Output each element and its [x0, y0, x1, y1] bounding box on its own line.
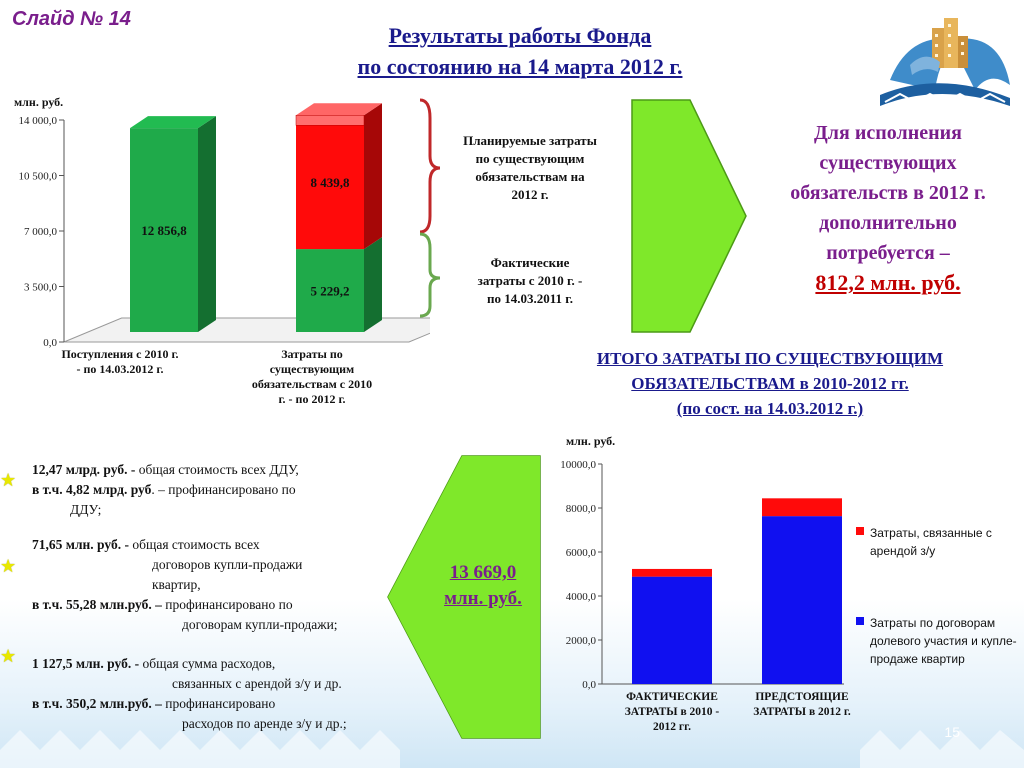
chart1-category-label: г. - по 2012 г. [278, 392, 346, 406]
star-icon: ★ [0, 646, 17, 666]
chart1-category-label: существующим [269, 362, 355, 376]
chart1-tick-label: 10 500,0 [18, 170, 57, 183]
chart2-category-label: ФАКТИЧЕСКИЕ [626, 691, 718, 703]
info-item-1 [32, 460, 392, 520]
title-line-1: Результаты работы Фонда [388, 23, 652, 48]
chart1-tick-label: 7 000,0 [24, 226, 57, 238]
right-line-1: Для исполнения [814, 122, 962, 144]
actual-line-3: по 14.03.2011 г. [487, 291, 573, 306]
itogo-line-1: ИТОГО ЗАТРАТЫ ПО СУЩЕСТВУЮЩИМ [596, 349, 944, 368]
chart2-category-label: ЗАТРАТЫ в 2010 - [624, 706, 720, 718]
chart2-bar [632, 577, 712, 684]
chart2-tick-label: 8000,0 [565, 503, 596, 515]
info3-text-1b: связанных с арендой з/у и др. [172, 676, 342, 691]
info2-text-2: профинансировано по [161, 597, 293, 612]
actual-line-2: затраты с 2010 г. - [477, 273, 583, 288]
chart2-title [530, 346, 1010, 421]
info1-bold-1: 12,47 млрд. руб. - [32, 462, 136, 477]
brace-actual [420, 234, 440, 316]
info1-text-2: . – профинансировано по [151, 482, 296, 497]
additional-funds-note [752, 118, 1024, 298]
chart1-tick-label: 3 500,0 [24, 281, 57, 294]
star-icon: ★ [0, 556, 17, 576]
chart1-data-label: 12 856,8 [141, 223, 187, 239]
planned-line-2: по существующим [475, 151, 585, 166]
info1-text-1: общая стоимость всех ДДУ, [135, 462, 299, 477]
legend-label-rent: Затраты, связанные с арендой з/у [870, 526, 992, 558]
title-line-2: по состоянию на 14 марта 2012 г. [357, 54, 683, 79]
page-number: 15 [944, 724, 960, 740]
info2-text-3: договорам купли-продажи; [182, 617, 338, 632]
info-item-2 [32, 535, 392, 635]
chart1-category-label: Поступления с 2010 г. [61, 347, 179, 361]
chart1-svg [0, 100, 430, 430]
chart2-tick-label: 2000,0 [565, 635, 596, 647]
right-line-2: существующих [819, 152, 957, 174]
chart2-category-label: ПРЕДСТОЯЩИЕ [755, 691, 849, 703]
chart1-unit-label: млн. руб. [14, 95, 64, 109]
ornament-strip [0, 690, 1024, 768]
right-line-4: дополнительно [819, 212, 957, 234]
legend-label-contracts: Затраты по договорам долевого участия и купле-продаже квартир [870, 616, 1017, 666]
itogo-line-3: (по сост. на 14.03.2012 г.) [676, 399, 864, 418]
slide-number: Слайд № 14 [12, 8, 131, 30]
page-title [260, 20, 780, 82]
additional-amount: 812,2 млн. руб. [815, 270, 961, 295]
itogo-line-2: ОБЯЗАТЕЛЬСТВАМ в 2010-2012 гг. [631, 374, 909, 393]
chart1-data-label: 8 439,8 [310, 175, 350, 191]
chart1-data-label: 5 229,2 [310, 283, 350, 299]
chart2-legend [854, 524, 1024, 668]
chart1-tick-label: 14 000,0 [18, 115, 57, 127]
chart2-tick-label: 4000,0 [565, 591, 596, 603]
actual-line-1: Фактические [490, 255, 570, 270]
star-icon: ★ [0, 470, 17, 490]
info1-text-3: ДДУ; [70, 502, 102, 517]
chart2-tick-label: 0,0 [582, 679, 596, 691]
planned-costs-note [440, 132, 620, 204]
chart2-bar [762, 498, 842, 516]
arrow-value-line-1: 13 669,0 [449, 562, 517, 583]
chart1-category-label: Затраты по [281, 347, 343, 361]
right-arrow-shape [628, 96, 752, 336]
chart2-category-label: ЗАТРАТЫ в 2012 г. [753, 706, 851, 718]
actual-costs-note [440, 254, 620, 308]
right-line-5: потребуется – [826, 242, 950, 264]
legend-item-contracts [854, 614, 1024, 668]
total-costs-value [428, 560, 538, 612]
chart2-bar [632, 569, 712, 577]
planned-line-1: Планируемые затраты [463, 133, 597, 148]
info2-bold-2: в т.ч. 55,28 млн.руб. – [32, 597, 162, 612]
info2-text-1: общая стоимость всех [128, 537, 260, 552]
chart2-tick-label: 6000,0 [565, 547, 596, 559]
arrow-value-line-2: млн. руб. [444, 588, 522, 609]
planned-line-3: обязательствам на [475, 169, 585, 184]
chart1-bar-side [364, 103, 382, 249]
right-line-3: обязательств в 2012 г. [790, 182, 986, 204]
chart2-category-label: 2012 гг. [653, 721, 691, 733]
chart1-bar-side [198, 116, 216, 332]
info2-bold-1: 71,65 млн. руб. - [32, 537, 129, 552]
info1-bold-2: в т.ч. 4,82 млрд. руб [32, 482, 152, 497]
info3-text-1: общая сумма расходов, [139, 656, 276, 671]
fund-logo [880, 10, 1020, 110]
info2-text-1c: квартир, [152, 577, 201, 592]
brace-planned [420, 100, 440, 232]
chart1-bar-cap [296, 115, 364, 125]
chart1-category-label: обязательствам с 2010 [251, 377, 373, 391]
planned-line-4: 2012 г. [511, 187, 549, 202]
info2-text-1b: договоров купли-продажи [152, 557, 303, 572]
legend-item-rent [854, 524, 1024, 560]
info3-bold-2: в т.ч. 350,2 млн.руб. – [32, 696, 162, 711]
legend-swatch-contracts [856, 617, 864, 625]
legend-swatch-rent [856, 527, 864, 535]
info3-text-2: профинансировано [161, 696, 276, 711]
info3-bold-1: 1 127,5 млн. руб. - [32, 656, 140, 671]
chart1-tick-label: 0,0 [43, 337, 57, 349]
info3-text-3: расходов по аренде з/у и др.; [182, 716, 347, 731]
chart2-bar [762, 516, 842, 684]
chart1-bar-side [364, 237, 382, 332]
chart1-category-label: - по 14.03.2012 г. [76, 362, 164, 376]
chart2-unit-label: млн. руб. [566, 434, 616, 448]
chart2-tick-label: 10000,0 [560, 459, 596, 471]
